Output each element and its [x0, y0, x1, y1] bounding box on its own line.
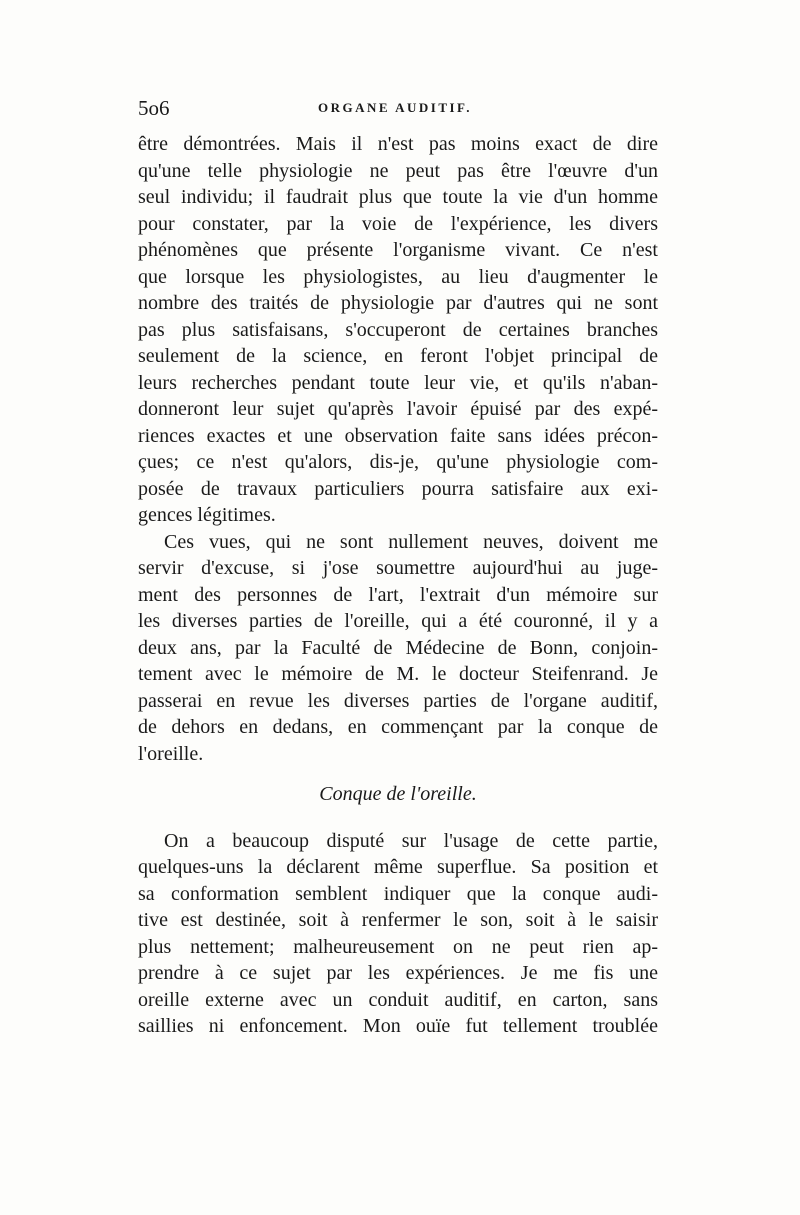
text-line: donneront leur sujet qu'après l'avoir épuisé par des expé- — [138, 398, 658, 420]
text-line: On a beaucoup disputé sur l'usage de cette partie, — [164, 829, 658, 852]
text-line: passerai en revue les diverses parties de l'organe auditif, — [138, 689, 658, 712]
text-line: tement avec le mémoire de M. le docteur Steifenrand. Je — [138, 663, 658, 685]
paragraph-2 — [138, 529, 658, 768]
paragraph-1 — [138, 131, 658, 529]
paragraph-3 — [138, 828, 658, 1040]
text-line: que lorsque les physiologistes, au lieu d'augmenter le — [138, 265, 658, 288]
text-line: pas plus satisfaisans, s'occuperont de certaines branches — [138, 318, 658, 341]
text-line: les diverses parties de l'oreille, qui a été couronné, il y a — [138, 610, 658, 632]
text-line: servir d'excuse, si j'ose soumettre aujourd'hui au juge- — [138, 557, 658, 579]
text-line: de dehors en dedans, en commençant par la conque de — [138, 716, 658, 738]
text-line: Ces vues, qui ne sont nullement neuves, doivent me — [164, 530, 658, 553]
text-line: seul individu; il faudrait plus que toute la vie d'un homme — [138, 186, 658, 208]
running-head — [138, 96, 658, 124]
text-line: saillies ni enfoncement. Mon ouïe fut tellement troublée — [138, 1015, 658, 1037]
text-line: plus nettement; malheureusement on ne peut rien ap- — [138, 935, 658, 958]
text-line: leurs recherches pendant toute leur vie, et qu'ils n'aban- — [138, 371, 658, 394]
text-line: prendre à ce sujet par les expériences. Je me fis une — [138, 962, 658, 984]
running-title: ORGANE AUDITIF. — [318, 100, 473, 115]
body-text — [138, 131, 658, 1040]
text-line: tive est destinée, soit à renfermer le son, soit à le saisir — [138, 909, 658, 931]
text-line: qu'une telle physiologie ne peut pas être l'œuvre d'un — [138, 159, 658, 182]
text-line: deux ans, par la Faculté de Médecine de Bonn, conjoin- — [138, 636, 658, 659]
page-number: 5o6 — [138, 96, 170, 120]
text-line: ment des personnes de l'art, l'extrait d'un mémoire sur — [138, 583, 658, 606]
text-line: gences légitimes. — [138, 504, 276, 526]
text-line: quelques-uns la déclarent même superflue. Sa position et — [138, 856, 658, 878]
text-line: posée de travaux particuliers pourra satisfaire aux exi- — [138, 477, 658, 500]
text-line: l'oreille. — [138, 742, 204, 765]
text-line: être démontrées. Mais il n'est pas moins exact de dire — [138, 133, 658, 155]
text-line: oreille externe avec un conduit auditif, en carton, sans — [138, 988, 658, 1011]
text-line: phénomènes que présente l'organisme vivant. Ce n'est — [138, 239, 658, 261]
text-line: riences exactes et une observation faite sans idées précon- — [138, 424, 658, 447]
text-line: sa conformation semblent indiquer que la conque audi- — [138, 882, 658, 905]
text-line: pour constater, par la voie de l'expérience, les divers — [138, 212, 658, 235]
section-heading: Conque de l'oreille. — [319, 783, 477, 805]
text-line: çues; ce n'est qu'alors, dis-je, qu'une physiologie com- — [138, 451, 658, 473]
text-line: seulement de la science, en feront l'objet principal de — [138, 345, 658, 367]
text-line: nombre des traités de physiologie par d'autres qui ne sont — [138, 292, 658, 314]
